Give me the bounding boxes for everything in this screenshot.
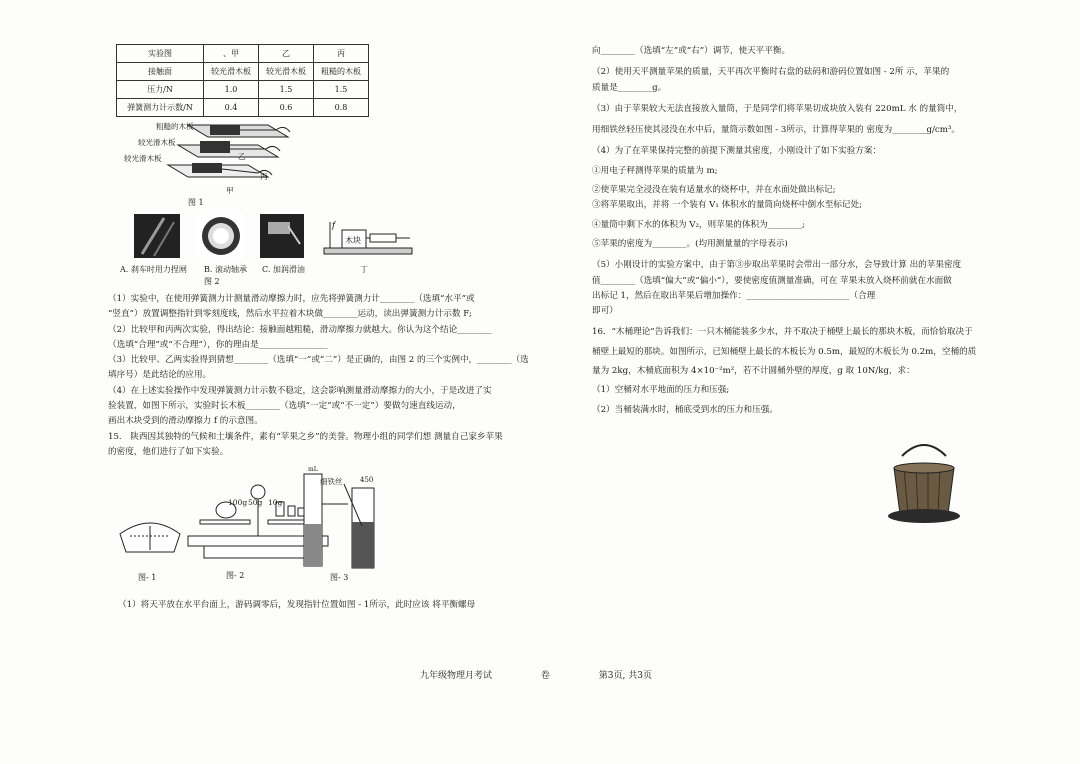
figure-1-caption: 图 1 (188, 198, 204, 207)
q14-line: （3）比较甲、乙两实验得到猜想________（选填“一”或“二”）是正确的，由图 2 的三个实例中，________（选 (108, 355, 529, 366)
block-label: 木块 (345, 236, 361, 245)
wooden-bucket-image (884, 438, 964, 528)
oil-can-icon (260, 214, 304, 258)
footer-volume: 卷 (540, 671, 550, 681)
right-line: ③将苹果取出，并将 一个装有 V₁ 体积水的量筒向烧杯中倒水至标记处; (592, 200, 862, 211)
table-cell: 0.6 (259, 99, 314, 117)
right-line: 出标记 1，然后在取出苹果后增加操作：________________________（合理 (592, 290, 876, 301)
table-cell: 1.0 (204, 81, 259, 99)
brake-icon (134, 214, 180, 258)
fig2-caption-a: A. 刹车时用力捏闸 (120, 265, 187, 274)
block-board-drawing (320, 218, 416, 262)
fig2-caption-b: B. 滚动轴承 (204, 265, 247, 274)
weight-label: 50g (248, 498, 263, 508)
table-cell: 乙 (259, 45, 314, 63)
ml-label: mL (308, 466, 318, 474)
right-line: 向________（选填“左”或“右”）调节，使天平平衡。 (592, 46, 791, 56)
right-line: （2）使用天平测量苹果的质量，天平再次平衡时右盘的砝码和游码位置如图 - 2所 示，苹果的 (592, 67, 950, 78)
oil-photo (260, 214, 304, 258)
fig2-caption-d: 丁 (360, 265, 368, 274)
right-line: （3）由于苹果较大无法直接放入量筒，于是同学们将苹果切成块放入装有 220mL 水 的量筒中， (592, 103, 963, 114)
question-15 (108, 430, 518, 461)
weight-label: 100g (228, 498, 248, 508)
table-row (117, 99, 369, 117)
q15-part1-line: （1）将天平放在水平台面上，游码调零后，发现指针位置如图 - 1所示，此时应该 将平衡螺母 (118, 600, 476, 611)
footer-page-number: 第3页, 共3页 (598, 671, 652, 681)
fig2-caption-c: C. 加润滑油 (262, 265, 305, 274)
q15-line: 15. 陕西因其独特的气候和土壤条件，素有“苹果之乡”的美誉。物理小组的同学们想 测量自己家乡苹果 (108, 431, 503, 442)
wire-label: 细铁丝 (320, 477, 343, 487)
right-line: 量为 2kg，木桶底面积为 4×10⁻²m²，若不计圆桶外壁的厚度，g 取 10N/kg，求： (592, 366, 915, 377)
q14-line: 填序号）是此结论的应用。 (108, 370, 212, 381)
right-line: （5）小刚设计的实验方案中，由于第③步取出苹果时会带出一部分水，会导致计算 出的苹果密度 (592, 260, 962, 271)
q14-line: “竖直”）放置调整指针到零刻度线，然后水平拉着木块做________运动，读出弹簧测力计示数 F; (108, 309, 472, 320)
bearing-photo (198, 214, 244, 258)
page-footer (420, 668, 698, 681)
figure-15 (108, 464, 518, 594)
right-line: 桶壁上最短的那块。如图所示，已知桶壁上最长的木板长为 0.5m，最短的木板长为 0.2m，空桶的质 (592, 346, 977, 357)
table-cell: 0.4 (204, 99, 259, 117)
right-line: 值________（选填“偏大”或“偏小”），要使密度值测量准确，可在 苹果未放入烧杯前就在水面做 (592, 275, 952, 286)
q14-line: （1）实验中，在使用弹簧测力计测量滑动摩擦力时，应先将弹簧测力计________（选填“水平”或 (108, 294, 475, 304)
right-line: （4）为了在苹果保持完整的前提下测量其密度，小刚设计了如下实验方案： (592, 146, 882, 157)
fig1-label: 较光滑木板 (124, 154, 162, 163)
table-cell: 实验图 (117, 45, 204, 63)
right-line: （2）当桶装满水时，桶底受到水的压力和压强。 (592, 404, 778, 415)
balance-cylinder-drawing (108, 464, 518, 582)
right-column (592, 44, 980, 418)
q14-line: （4）在上述实验操作中发现弹簧测力计示数不稳定，这会影响测量滑动摩擦力的大小，于是改进了实 (108, 385, 492, 396)
right-line: 16．“木桶理论”告诉我们：一只木桶能装多少水，并不取决于桶壁上最长的那块木板，而恰恰取决于 (592, 327, 973, 338)
q14-line: 验装置，如图下所示，实验时长木板________（选填“一定”或“不一定”）要做匀速直线运动， (108, 401, 461, 412)
brake-photo (134, 214, 180, 258)
table-row (117, 63, 369, 81)
table-cell: 压力/N (117, 81, 204, 99)
figure-1 (108, 119, 518, 197)
fig1-label: 甲 (226, 186, 234, 195)
bearing-icon (198, 214, 244, 258)
weight-label: 10g (268, 498, 283, 508)
friction-f-label: f (332, 221, 335, 230)
right-line: ②使苹果完全浸没在装有适量水的烧杯中，并在水面处做出标记; (592, 185, 836, 196)
fig1-label: 粗糙的木板 (156, 122, 194, 131)
left-column (108, 44, 529, 614)
cylinder-mark: 450 (360, 476, 374, 485)
table-cell: 、甲 (204, 45, 259, 63)
right-line: ①用电子秤测得苹果的质量为 m; (592, 165, 718, 176)
fig1-label: 乙 (238, 152, 246, 161)
q15-line: 的密度，他们进行了如下实验。 (108, 446, 229, 457)
fig1-label: 较光滑木板 (138, 138, 176, 147)
right-line: ⑤苹果的密度为________。(均用测量量的字母表示) (592, 238, 788, 249)
right-line: 用细铁丝轻压使其浸没在水中后，量筒示数如图 - 3所示，计算得苹果的 密度为________g/cm³。 (592, 125, 960, 136)
table-row (117, 81, 369, 99)
table-cell: 1.5 (259, 81, 314, 99)
fig15-caption-1: 图- 1 (138, 573, 157, 583)
table-cell: 1.5 (314, 81, 369, 99)
right-line: ④量筒中剩下水的体积为 V₂，则苹果的体积为________; (592, 219, 805, 230)
fig15-caption-3: 图- 3 (330, 573, 349, 583)
table-cell: 弹簧测力计示数/N (117, 99, 204, 117)
q14-line: （2）比较甲和丙两次实验，得出结论：接触面越粗糙，滑动摩擦力就越大。你认为这个结论________ (108, 324, 492, 335)
q14-line: 画出木块受到的滑动摩擦力 f 的示意图。 (108, 416, 263, 427)
figure-2 (108, 214, 518, 290)
fig15-caption-2: 图- 2 (226, 571, 245, 581)
table-cell: 粗糙的木板 (314, 63, 369, 81)
table-cell: 较光滑木板 (259, 63, 314, 81)
figure-2-caption: 图 2 (204, 277, 220, 286)
table-row (117, 45, 369, 63)
table-cell: 较光滑木板 (204, 63, 259, 81)
right-line: 即可） (592, 306, 618, 317)
fig1-label: 丙 (260, 172, 268, 181)
friction-data-table (116, 44, 369, 117)
table-cell: 0.8 (314, 99, 369, 117)
right-line: （1）空桶对水平地面的压力和压强; (592, 385, 730, 396)
question-14 (108, 292, 529, 430)
q14-line: （选填“合理”或“不合理”），你的理由是________________ (108, 339, 328, 350)
table-cell: 接触面 (117, 63, 204, 81)
right-line: 质量是________g。 (592, 82, 667, 93)
footer-exam-name: 九年级物理月考试 (420, 671, 493, 681)
table-cell: 丙 (314, 45, 369, 63)
